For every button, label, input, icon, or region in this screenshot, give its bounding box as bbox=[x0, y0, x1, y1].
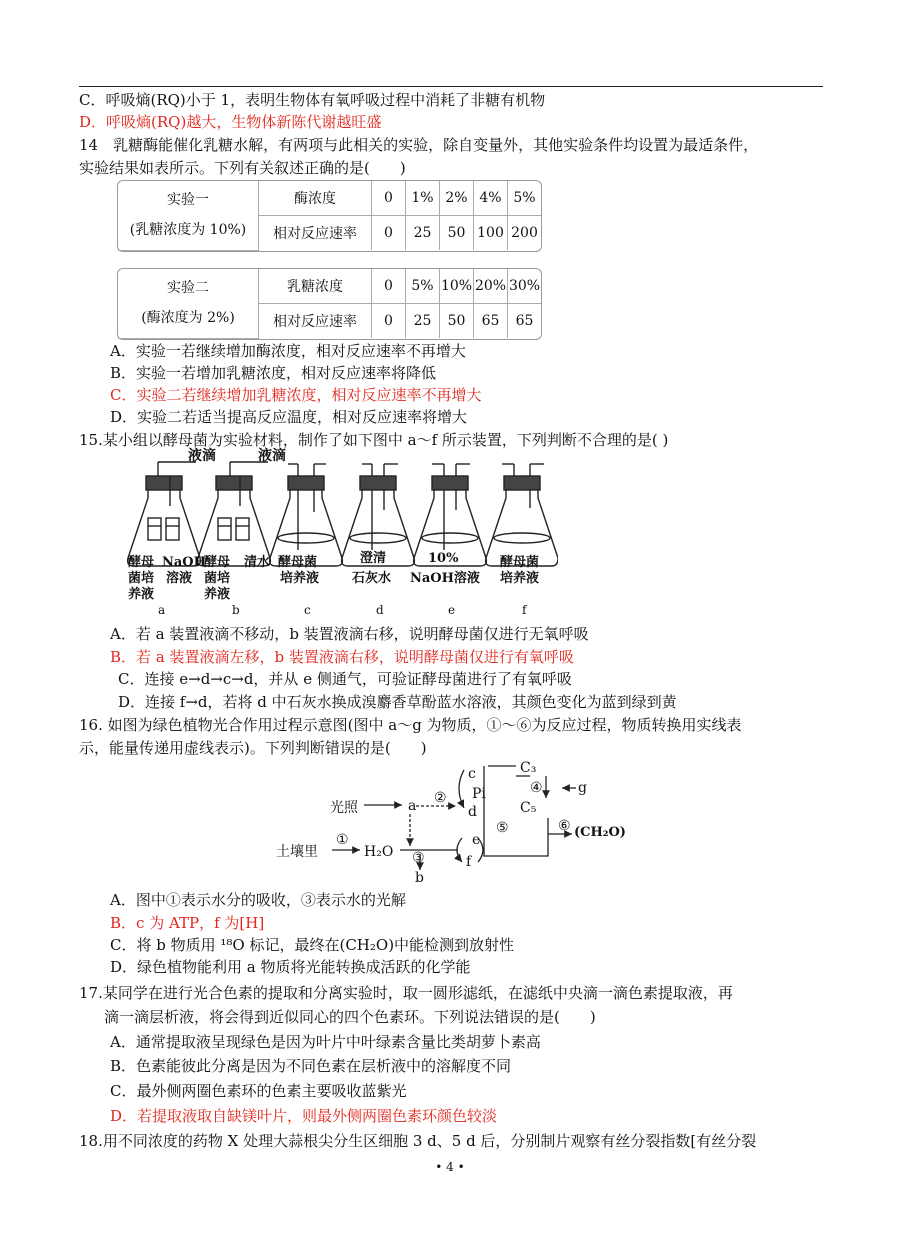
label-ch2o: (CH₂O) bbox=[574, 825, 626, 840]
q17-option-b: B．色素能彼此分离是因为不同色素在层析液中的溶解度不同 bbox=[110, 1057, 512, 1075]
table2-subtitle: (酶浓度为 2%) bbox=[141, 310, 235, 327]
label-naoh-line2: 溶液 bbox=[166, 571, 193, 586]
table2-cell: 65 bbox=[474, 304, 508, 339]
label-d-line2: 石灰水 bbox=[352, 571, 392, 586]
label-c-line2: 培养液 bbox=[280, 571, 320, 586]
table1-title: 实验一 bbox=[167, 192, 209, 209]
label-b-line1: 酵母 bbox=[204, 555, 231, 570]
q14-option-b: B．实验一若增加乳糖浓度，相对反应速率将降低 bbox=[110, 364, 437, 382]
droplet-label-b: 液滴 bbox=[258, 448, 286, 464]
q16-option-b-answer: B．c 为 ATP，f 为[H] bbox=[110, 914, 265, 932]
letter-d: d bbox=[376, 603, 384, 617]
flask-a bbox=[128, 462, 201, 566]
label-step4: ④ bbox=[530, 780, 543, 796]
label-a: a bbox=[408, 798, 417, 814]
q17-stem-line1: 17.某同学在进行光合色素的提取和分离实验时，取一圆形滤纸，在滤纸中央滴一滴色素提取液，再 bbox=[79, 984, 733, 1002]
label-a-line1: 酵母 bbox=[128, 555, 155, 570]
label-f-line1: 酵母菌 bbox=[500, 555, 540, 570]
header-rule bbox=[79, 86, 823, 87]
q15-option-a: A．若 a 装置液滴不移动，b 装置液滴右移，说明酵母菌仅进行无氧呼吸 bbox=[110, 625, 589, 643]
table1-cell: 0 bbox=[372, 181, 406, 216]
table2-label-lactose: 乳糖浓度 bbox=[259, 269, 372, 304]
table1-cell: 50 bbox=[440, 216, 474, 251]
label-step2: ② bbox=[434, 790, 447, 806]
table2-cell: 0 bbox=[372, 304, 406, 339]
label-c: c bbox=[468, 766, 476, 782]
q15-option-b-answer: B．若 a 装置液滴左移，b 装置液滴右移，说明酵母菌仅进行有氧呼吸 bbox=[110, 648, 574, 666]
table2-cell: 20% bbox=[474, 269, 508, 304]
label-c-line1: 酵母菌 bbox=[278, 555, 318, 570]
q14-stem-line1: 14 乳糖酶能催化乳糖水解，有两项与此相关的实验，除自变量外，其他实验条件均设置为最适条件， bbox=[79, 136, 759, 154]
label-e-line2: NaOH溶液 bbox=[410, 571, 480, 586]
label-d-line1: 澄清 bbox=[360, 551, 387, 566]
q15-option-d: D．连接 f→d，若将 d 中石灰水换成溴麝香草酚蓝水溶液，其颜色变化为蓝到绿到黄 bbox=[118, 693, 677, 711]
label-e: e bbox=[472, 832, 481, 848]
label-step6: ⑥ bbox=[558, 818, 571, 834]
label-soil: 土壤里 bbox=[276, 844, 318, 860]
letter-a: a bbox=[158, 603, 166, 617]
label-g: g bbox=[578, 780, 587, 796]
q13-option-d-answer: D．呼吸熵(RQ)越大，生物体新陈代谢越旺盛 bbox=[79, 113, 382, 131]
table1-cell: 0 bbox=[372, 216, 406, 251]
page-number: • 4 • bbox=[435, 1160, 465, 1174]
table2-cell: 5% bbox=[406, 269, 440, 304]
table2-title: 实验二 bbox=[167, 280, 209, 297]
q13-option-c: C．呼吸熵(RQ)小于 1，表明生物体有氧呼吸过程中消耗了非糖有机物 bbox=[79, 91, 546, 109]
table1-row-header bbox=[118, 181, 259, 250]
table1-cell: 1% bbox=[406, 181, 440, 216]
label-h2o: H₂O bbox=[364, 844, 394, 860]
q15-option-c: C．连接 e→d→c→d，并从 e 侧通气，可验证酵母菌进行了有氧呼吸 bbox=[118, 670, 572, 688]
label-step1: ① bbox=[336, 832, 349, 848]
table2-label-rate: 相对反应速率 bbox=[259, 304, 372, 339]
q17-option-d-answer: D．若提取液取自缺镁叶片，则最外侧两圈色素环颜色较淡 bbox=[110, 1107, 498, 1125]
label-f-line2: 培养液 bbox=[500, 571, 540, 586]
label-light: 光照 bbox=[330, 800, 358, 816]
q17-option-a: A．通常提取液呈现绿色是因为叶片中叶绿素含量比类胡萝卜素高 bbox=[110, 1033, 541, 1051]
table1-cell: 2% bbox=[440, 181, 474, 216]
q16-option-a: A．图中①表示水分的吸收，③表示水的光解 bbox=[110, 891, 406, 909]
photosynthesis-diagram bbox=[276, 758, 646, 886]
table2-cell: 0 bbox=[372, 269, 406, 304]
letter-b: b bbox=[232, 603, 240, 617]
table1-label-enzyme: 酶浓度 bbox=[259, 181, 372, 216]
table2-cell: 50 bbox=[440, 304, 474, 339]
q15-stem: 15.某小组以酵母菌为实验材料，制作了如下图中 a～f 所示装置，下列判断不合理的是( ) bbox=[79, 431, 669, 449]
q14-option-d: D．实验二若适当提高反应温度，相对反应速率将增大 bbox=[110, 408, 468, 426]
label-b-line3: 养液 bbox=[204, 587, 231, 602]
q14-stem-line2: 实验结果如表所示。下列有关叙述正确的是( ) bbox=[79, 159, 406, 177]
flask-f bbox=[486, 464, 558, 566]
table2-cell: 25 bbox=[406, 304, 440, 339]
label-step3: ③ bbox=[412, 850, 425, 866]
q17-stem-line2: 滴一滴层析液，将会得到近似同心的四个色素环。下列说法错误的是( ) bbox=[104, 1008, 596, 1026]
letter-c: c bbox=[304, 603, 311, 617]
q16-option-d: D．绿色植物能利用 a 物质将光能转换成活跃的化学能 bbox=[110, 958, 471, 976]
label-a-line2: 菌培 bbox=[128, 571, 155, 586]
letter-e: e bbox=[448, 603, 456, 617]
q16-stem-line1: 16. 如图为绿色植物光合作用过程示意图(图中 a～g 为物质，①～⑥为反应过程，物质转换用实线表 bbox=[79, 716, 742, 734]
experiment-two-table bbox=[117, 268, 542, 340]
table1-cell: 4% bbox=[474, 181, 508, 216]
label-b-line2: 菌培 bbox=[204, 571, 231, 586]
table1-cell: 25 bbox=[406, 216, 440, 251]
table1-label-rate: 相对反应速率 bbox=[259, 216, 372, 251]
q16-option-c: C．将 b 物质用 ¹⁸O 标记，最终在(CH₂O)中能检测到放射性 bbox=[110, 936, 515, 954]
table2-cell: 10% bbox=[440, 269, 474, 304]
flask-c bbox=[270, 464, 343, 566]
label-a-line3: 养液 bbox=[128, 587, 155, 602]
table1-cell: 5% bbox=[508, 181, 542, 216]
table2-cell: 30% bbox=[508, 269, 542, 304]
label-water: 清水 bbox=[244, 555, 271, 570]
label-naoh-line1: NaOH bbox=[162, 555, 206, 570]
letter-f: f bbox=[522, 603, 527, 617]
table1-subtitle: (乳糖浓度为 10%) bbox=[129, 222, 247, 239]
label-step5: ⑤ bbox=[496, 820, 509, 836]
q17-option-c: C．最外侧两圈色素环的色素主要吸收蓝紫光 bbox=[110, 1082, 407, 1100]
q18-stem-line1: 18.用不同浓度的药物 X 处理大蒜根尖分生区细胞 3 d、5 d 后，分别制片观察有丝分裂指数[有丝分裂 bbox=[79, 1132, 757, 1150]
label-e-line1: 10% bbox=[428, 551, 459, 566]
q14-option-c-answer: C．实验二若继续增加乳糖浓度，相对反应速率不再增大 bbox=[110, 386, 482, 404]
yeast-apparatus-figure bbox=[118, 446, 558, 618]
q16-stem-line2: 示，能量传递用虚线表示)。下列判断错误的是( ) bbox=[79, 739, 427, 757]
table1-cell: 100 bbox=[474, 216, 508, 251]
label-c3: C₃ bbox=[520, 760, 537, 776]
label-d: d bbox=[468, 804, 477, 820]
table2-cell: 65 bbox=[508, 304, 542, 339]
table1-cell: 200 bbox=[508, 216, 542, 251]
label-f: f bbox=[466, 854, 472, 870]
experiment-one-table bbox=[117, 180, 542, 252]
flask-b bbox=[198, 462, 271, 566]
table2-row-header bbox=[118, 269, 259, 338]
droplet-label-a: 液滴 bbox=[188, 448, 216, 464]
label-pi: Pi bbox=[472, 786, 486, 802]
q14-option-a: A．实验一若继续增加酶浓度，相对反应速率不再增大 bbox=[110, 342, 466, 360]
label-b: b bbox=[415, 870, 424, 886]
label-c5: C₅ bbox=[520, 800, 537, 816]
